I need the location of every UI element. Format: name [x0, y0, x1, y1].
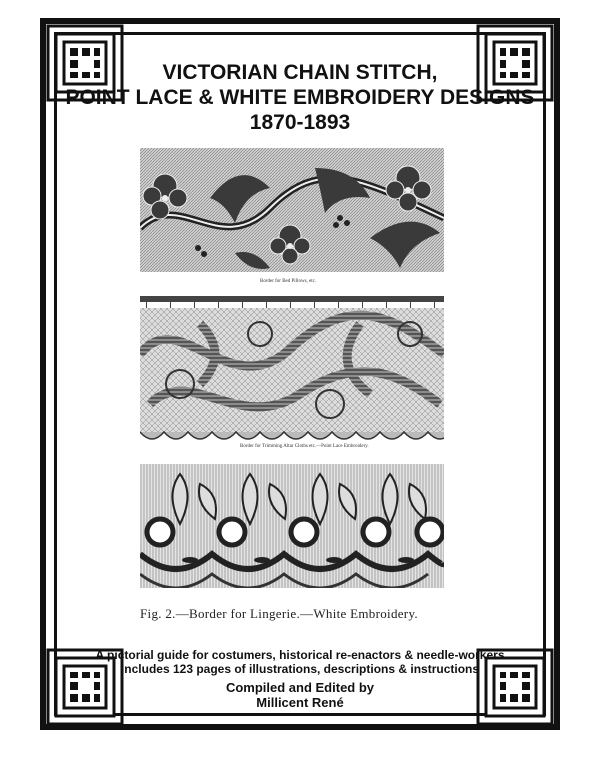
illustration-chain-stitch-border	[140, 148, 444, 290]
title-line-1: VICTORIAN CHAIN STITCH,	[162, 61, 438, 84]
panel-2-caption: Border for Trimming Altar Cloths etc.—Point Lace Embroidery.	[240, 444, 369, 449]
title-line-2: POINT LACE & WHITE EMBROIDERY DESIGNS	[65, 86, 535, 109]
panel-1-caption: Border for Bed Pillows, etc.	[260, 279, 317, 284]
credit-author: Millicent René	[256, 695, 344, 710]
illustration-point-lace-border	[140, 294, 444, 452]
credit-line-1: Compiled and Edited by	[225, 680, 375, 695]
illustration-white-embroidery-border	[140, 464, 444, 602]
cover-title	[60, 60, 540, 135]
title-line-3: 1870-1893	[249, 111, 351, 134]
description-line-2: Includes 123 pages of illustrations, descriptions & instructions	[120, 662, 480, 676]
figure-caption: Fig. 2.—Border for Lingerie.—White Embroidery.	[140, 606, 418, 621]
description-line-1: A pictorial guide for costumers, historical re-enactors & needle-workers	[95, 648, 505, 662]
